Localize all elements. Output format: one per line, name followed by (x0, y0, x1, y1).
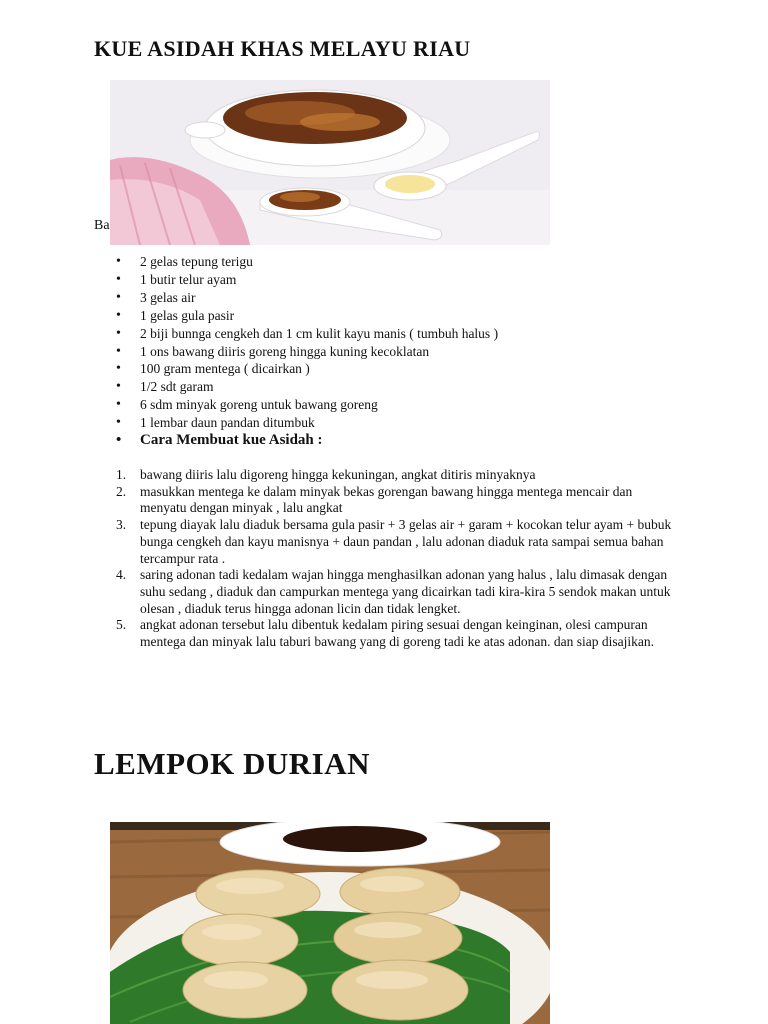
step-number: 4. (116, 567, 127, 583)
ingredient-item: • 2 biji bunnga cengkeh dan 1 cm kulit kayu manis ( tumbuh halus ) (116, 325, 498, 343)
step-text: saring adonan tadi kedalam wajan hingga menghasilkan adonan yang halus , lalu dimasak dengan suhu sedang , diaduk dan campurkan mentega yang dicairkan tadi kira-kira 5 sendok makan untuk olesan , diaduk terus hingga adonan licin dan tidak lengket. (140, 567, 671, 616)
recipe-title-lempok: LEMPOK DURIAN (94, 746, 371, 781)
ingredient-item: • 3 gelas air (116, 289, 498, 307)
ingredient-item: • 1/2 sdt garam (116, 378, 498, 396)
ingredient-item: • 1 butir telur ayam (116, 271, 498, 289)
step-number: 2. (116, 483, 127, 499)
ingredient-item: • 6 sdm minyak goreng untuk bawang goreng (116, 396, 498, 414)
step-number: 5. (116, 617, 127, 633)
ingredient-item: • 1 ons bawang diiris goreng hingga kuning kecoklatan (116, 343, 498, 361)
step-item (116, 484, 682, 517)
step-item (116, 567, 682, 617)
step-number: 3. (116, 517, 127, 533)
lempok-durian-photo (110, 822, 550, 1024)
step-text: angkat adonan tersebut lalu dibentuk kedalam piring sesuai dengan keinginan, olesi campuran mentega dan minyak lalu taburi bawang yang di goreng tadi ke atas adonan. dan siap disajikan. (140, 617, 654, 650)
step-item (116, 517, 682, 567)
lempok-photo-illustration (110, 822, 550, 1024)
step-item (116, 467, 682, 484)
step-text: tepung diayak lalu diaduk bersama gula pasir + 3 gelas air + garam + kocokan telur ayam + bubuk bunga cengkeh dan kayu manisnya + daun pandan , lalu adonan diaduk rata sampai semua bahan tercampur rata . (140, 517, 672, 566)
ingredient-item: • 1 gelas gula pasir (116, 307, 498, 325)
steps-heading: • Cara Membuat kue Asidah : (116, 432, 323, 449)
asidah-photo (110, 80, 550, 245)
ingredient-item: • 1 lembar daun pandan ditumbuk (116, 414, 498, 432)
step-text: masukkan mentega ke dalam minyak bekas gorengan bawang hingga mentega mencair dan menyatu dengan minyak , lalu angkat (140, 483, 633, 516)
ingredient-item: • 2 gelas tepung terigu (116, 253, 498, 271)
recipe-title-asidah: KUE ASIDAH KHAS MELAYU RIAU (94, 36, 471, 61)
step-text: bawang diiris lalu digoreng hingga kekuningan, angkat ditiris minyaknya (140, 467, 536, 482)
steps-list (116, 467, 682, 651)
asidah-photo-illustration (110, 80, 550, 245)
step-number: 1. (116, 467, 127, 482)
step-item (116, 617, 682, 650)
ingredients-list (116, 253, 498, 432)
ingredient-item: • 100 gram mentega ( dicairkan ) (116, 360, 498, 378)
ingredients-heading-partial: Ba (94, 218, 110, 233)
